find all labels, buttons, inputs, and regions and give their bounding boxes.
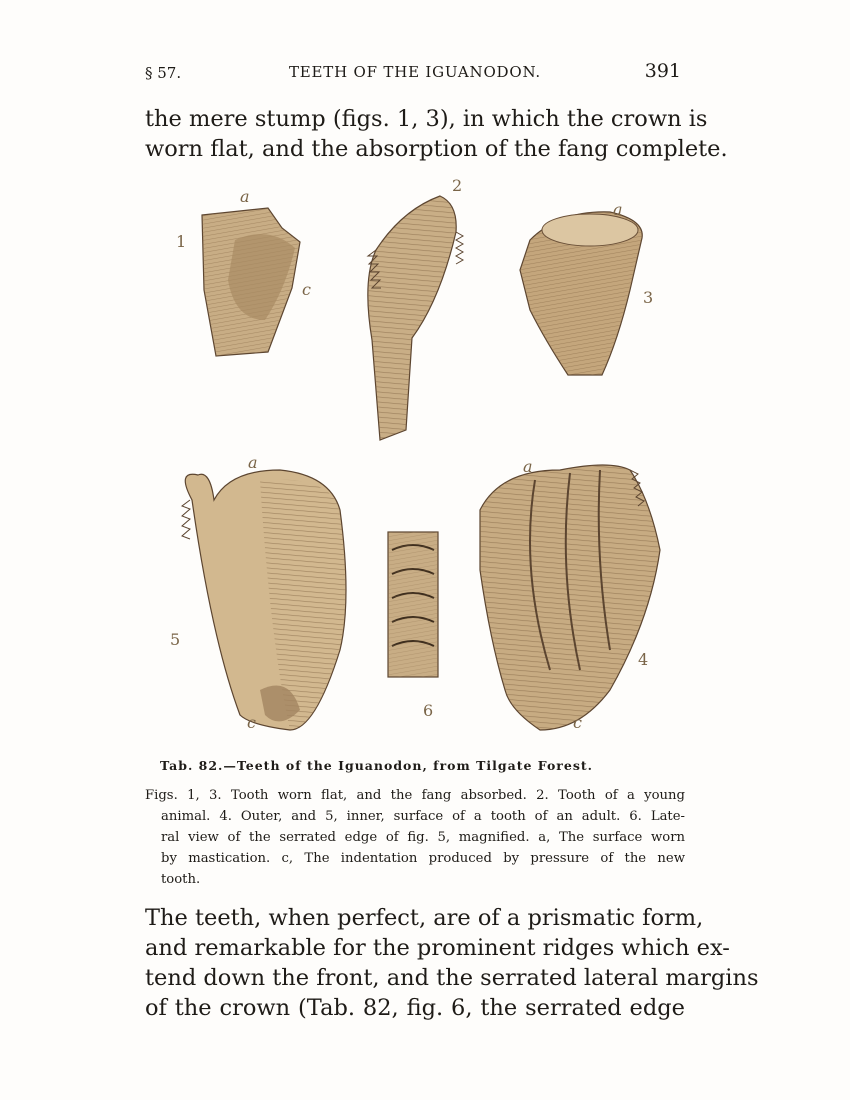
running-header xyxy=(145,60,685,84)
teeth-engraving xyxy=(140,170,720,760)
caption-line: tooth. xyxy=(161,872,201,887)
figure-number: 1 xyxy=(176,232,187,251)
caption-line: by mastication. c, The indentation produced by pressure of the new xyxy=(161,851,685,866)
letter-c: c xyxy=(247,713,256,732)
figure-number: 4 xyxy=(638,650,649,669)
caption-line: animal. 4. Outer, and 5, inner, surface of a tooth of an adult. 6. Late- xyxy=(161,809,685,824)
body-line: The teeth, when perfect, are of a prismatic form, xyxy=(145,905,704,931)
figure-4-tooth xyxy=(480,465,660,730)
plate-title: Tab. 82.—Teeth of the Iguanodon, from Tilgate Forest. xyxy=(160,758,594,773)
caption-line: Figs. 1, 3. Tooth worn flat, and the fang absorbed. 2. Tooth of a young xyxy=(145,788,685,803)
letter-c: c xyxy=(573,713,582,732)
letter-a: a xyxy=(523,457,533,476)
intro-paragraph xyxy=(145,104,728,164)
figure-5-tooth xyxy=(182,470,346,730)
running-title: TEETH OF THE IGUANODON. xyxy=(288,63,542,81)
section-number: § 57. xyxy=(145,64,182,82)
figure-number: 5 xyxy=(170,630,181,649)
body-line: tend down the front, and the serrated lateral margins xyxy=(145,965,759,991)
figure-number: 6 xyxy=(423,701,434,720)
letter-a: a xyxy=(613,200,623,219)
figure-number: 2 xyxy=(452,176,463,195)
letter-c: c xyxy=(302,280,311,299)
page-number: 391 xyxy=(644,60,681,82)
figure-1-tooth xyxy=(202,208,300,356)
letter-a: a xyxy=(240,187,250,206)
intro-line: the mere stump (figs. 1, 3), in which the crown is xyxy=(145,106,708,132)
figure-2-tooth xyxy=(368,196,463,440)
letter-a: a xyxy=(248,453,258,472)
body-line: and remarkable for the prominent ridges which ex- xyxy=(145,935,730,961)
figure-3-tooth xyxy=(520,212,642,375)
caption-line: ral view of the serrated edge of fig. 5, magnified. a, The surface worn xyxy=(161,830,685,845)
figure-caption xyxy=(145,785,685,890)
figure-6-serrated-edge xyxy=(388,532,438,677)
tooth-plate-illustration xyxy=(140,170,720,760)
intro-line: worn flat, and the absorption of the fang complete. xyxy=(145,136,728,162)
figure-number: 3 xyxy=(643,288,654,307)
body-paragraph xyxy=(145,903,759,1023)
body-line: of the crown (Tab. 82, fig. 6, the serrated edge xyxy=(145,995,685,1021)
